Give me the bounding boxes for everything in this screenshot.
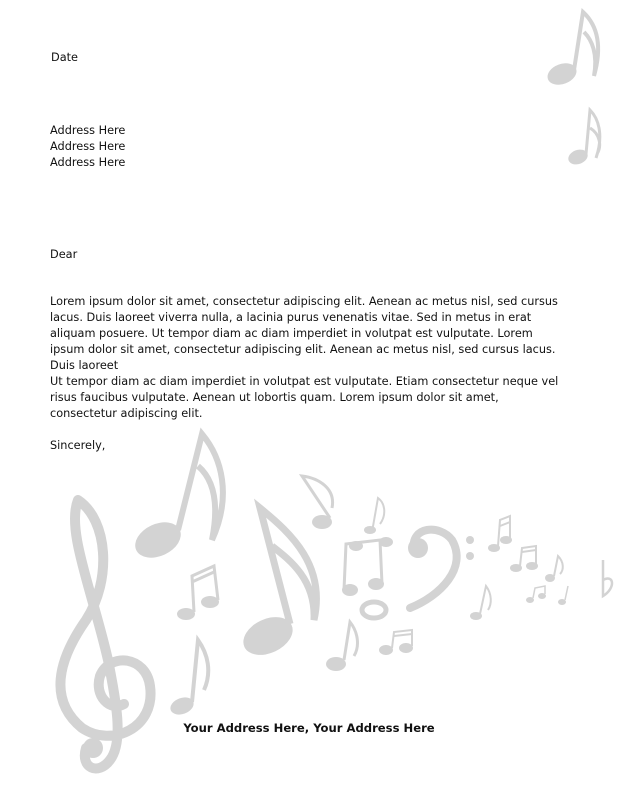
beamed-notes-icon [342, 498, 393, 596]
whole-note-icon [362, 602, 386, 618]
flat-sign-icon [603, 560, 612, 596]
body-paragraph-2: Ut tempor diam ac diam imperdiet in volutpat est vulputate. Etiam consectetur neque vel risus faucibus vulputate. Aenean ut lobortis quam. Lorem ipsum dolor sit amet, consectetur adipiscing elit. [50, 375, 559, 420]
footer-address [0, 721, 618, 735]
footer-address-text: Your Address Here, Your Address Here [183, 721, 435, 735]
salutation: Dear [50, 248, 78, 261]
date-label: Date [51, 51, 79, 64]
beamed-notes-icon [379, 630, 413, 655]
bass-clef-icon [408, 530, 474, 608]
beamed-notes-icon [526, 586, 568, 605]
music-note-icon [545, 556, 563, 582]
music-note-icon [129, 434, 222, 565]
music-note-icon [237, 508, 316, 662]
sixteenth-note-icon [566, 110, 600, 167]
music-note-icon [326, 622, 357, 671]
address-line: Address Here [50, 124, 126, 137]
music-note-icon [168, 640, 208, 718]
body-paragraph-1: Lorem ipsum dolor sit amet, consectetur adipiscing elit. Aenean ac metus nisl, sed cursus lacus. Duis laoreet viverra nulla, a lacinia purus venenatis vitae. Sed in metus in erat aliquam posuere. Ut tempor diam ac diam imperdiet in volutpat est vulputate. Lorem ipsum dolor sit amet, consectetur adipiscing elit. Aenean ac metus nisl, sed cursus lacus. Duis laoreet [50, 295, 558, 372]
music-note-icon [302, 476, 333, 529]
beamed-notes-icon [510, 546, 538, 572]
music-note-icon [470, 586, 491, 620]
beamed-notes-icon [488, 516, 512, 552]
beamed-notes-icon [177, 566, 219, 620]
address-line: Address Here [50, 156, 126, 169]
closing: Sincerely, [50, 439, 106, 452]
address-line: Address Here [50, 140, 126, 153]
recipient-address [50, 123, 125, 171]
eighth-note-icon [544, 12, 598, 89]
